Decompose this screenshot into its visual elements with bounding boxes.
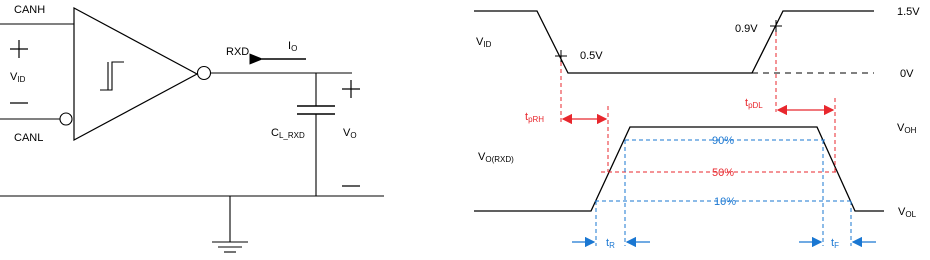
receiver-circuit [0, 4, 384, 252]
canl-label: CANL [14, 132, 44, 144]
hysteresis-symbol [100, 62, 124, 90]
vid-plus-icon [10, 40, 28, 58]
tf-label: tF [831, 237, 839, 250]
label-0v: 0V [900, 68, 914, 80]
vo-label: VO [343, 127, 357, 140]
vol-label: VOL [898, 206, 917, 219]
vo-rxd-label: VO(RXD) [478, 151, 514, 164]
rxd-label: RXD [226, 46, 250, 58]
cross-tick-0-9v [770, 20, 782, 32]
label-1-5v: 1.5V [897, 6, 920, 18]
tpdl-label: tpDL [745, 97, 763, 110]
tprh-label: tpRH [525, 111, 545, 124]
canh-label: CANH [14, 4, 46, 16]
pct-50-label: 50% [712, 167, 735, 179]
comparator-triangle [74, 8, 197, 140]
voh-label: VOH [897, 122, 917, 135]
pct-10-label: 10% [714, 196, 737, 208]
label-0-9v: 0.9V [735, 23, 758, 35]
ground-icon [212, 242, 248, 252]
canl-inverting-bubble [60, 113, 72, 125]
timing-vid-label: VID [476, 36, 492, 49]
output-bubble [198, 67, 211, 80]
timing-diagram [474, 6, 920, 250]
pct-90-label: 90% [712, 135, 735, 147]
cap-label: CL_RXD [271, 127, 305, 140]
io-label: IO [288, 40, 298, 53]
tr-label: tR [606, 237, 615, 250]
vid-label: VID [10, 71, 26, 84]
label-0-5v: 0.5V [580, 50, 603, 62]
vo-plus-icon [342, 80, 360, 98]
blue-guides [595, 140, 852, 246]
vid-waveform [474, 11, 874, 73]
